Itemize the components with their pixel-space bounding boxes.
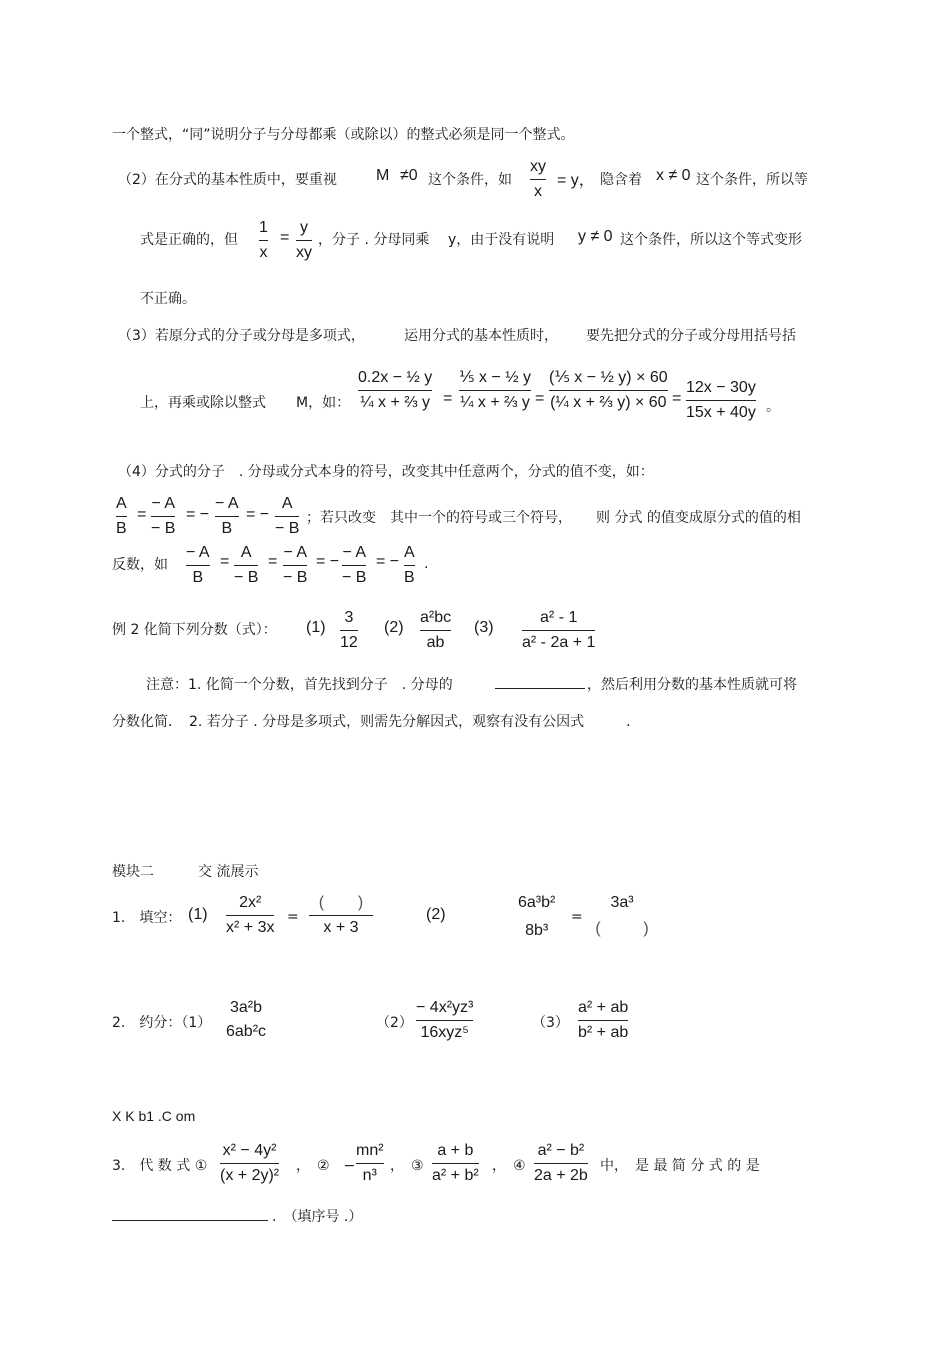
fraction-a-over-b: A B — [116, 495, 127, 537]
p2-text-y: y，由于没有说明 — [448, 232, 555, 248]
denominator: x — [259, 244, 268, 261]
p2-text-b: 这个条件，如 — [428, 172, 512, 188]
p3-text-a: （3）若原分式的分子或分母是多项式， — [118, 328, 365, 344]
fraction-example3-2 — [459, 368, 531, 413]
blank-numerator[interactable]: ( ) — [318, 894, 364, 911]
text-line-intro: 一个整式，“同”说明分子与分母都乘（或除以）的整式必须是同一个整式。 — [112, 127, 575, 143]
p3-var-m: M，如： — [296, 395, 351, 411]
q1-part1-label: (1) — [188, 906, 208, 923]
fraction-a2plusab-over-b2plusab: a² + ab b² + ab — [578, 999, 629, 1041]
denominator: xy — [296, 244, 312, 261]
denominator: (¼ x + ⅔ y) × 60 — [550, 394, 667, 411]
fraction-blank-over-xplus3[interactable]: ( ) x + 3 — [309, 893, 373, 938]
period: . — [424, 556, 429, 572]
fraction-option-3: a + b a² + b² — [432, 1142, 479, 1184]
numerator: y — [300, 219, 308, 236]
p2-y-neq0: y ≠ 0 — [578, 228, 613, 245]
q3-label: 3. 代 数 式 ① — [112, 1158, 208, 1174]
p4-text-c: 则 分式 的值变成原分式的值的相 — [596, 510, 801, 526]
blank-denominator[interactable]: ( ) — [595, 920, 649, 937]
note-blank[interactable] — [495, 688, 585, 689]
denominator: ¼ x + ⅔ y — [460, 394, 530, 411]
p2-eq-y: = y， — [557, 172, 595, 189]
fraction-xy-over-x — [530, 157, 546, 202]
equals-sign: = — [535, 390, 545, 407]
p3-text-d: 上，再乘或除以整式 — [140, 395, 266, 411]
module2-title: 模块二 — [112, 864, 154, 880]
fraction-a2minus1-over-quadratic: a² - 1 a² - 2a + 1 — [522, 609, 596, 651]
fraction-A-over-B: A B — [404, 544, 415, 586]
note-text-a: 注意：1. 化简一个分数，首先找到分子 . 分母的 — [146, 677, 453, 693]
fraction-option-4: a² − b² 2a + 2b — [534, 1142, 588, 1184]
fraction-A-over-negB: A − B — [234, 544, 259, 586]
fraction-6a3b2-over-8b3: 6a³b² 8b³ — [518, 894, 556, 939]
part-1-label: (1) — [306, 619, 326, 636]
fraction-y-over-xy — [296, 218, 312, 263]
equals-sign: = — [137, 506, 147, 523]
part-2-label: (2) — [384, 619, 404, 636]
equals-minus: = − — [186, 506, 210, 523]
equals-sign: = — [268, 553, 278, 570]
numerator: 12x − 30y — [686, 379, 756, 396]
p2-text-g: 这个条件，所以这个等式变形 — [620, 232, 802, 248]
fraction-A-over-negB: A − B — [275, 495, 300, 537]
p2-var-m: M — [376, 167, 390, 184]
fraction-example3-3 — [549, 368, 668, 413]
numerator: (⅕ x − ½ y) × 60 — [549, 369, 668, 386]
q3-tail: 中， 是 最 简 分 式 的 是 — [600, 1158, 760, 1174]
fraction-negA-over-negB: − A − B — [342, 544, 367, 586]
answer-blank[interactable] — [112, 1220, 268, 1221]
numerator: xy — [530, 158, 546, 175]
p2-neq0: ≠0 — [400, 167, 418, 184]
q1-part2-label: (2) — [426, 906, 446, 923]
numerator: ⅕ x − ½ y — [459, 369, 531, 386]
numerator: 1 — [259, 219, 268, 236]
fraction-example3-1 — [358, 368, 432, 413]
numerator: 0.2x − ½ y — [358, 369, 433, 386]
equals-minus: = − — [376, 553, 400, 570]
denominator: x — [534, 183, 542, 200]
fraction-1-over-x — [259, 218, 268, 263]
p2-text-f: ，分子 . 分母同乘 — [318, 232, 430, 248]
denominator: ¼ x + ⅔ y — [360, 394, 431, 411]
p2-text-h: 不正确。 — [140, 291, 196, 307]
equals-sign: = — [443, 390, 453, 407]
fraction-option-2: mn² n³ — [356, 1142, 384, 1184]
fraction-negA-over-B: − A B — [186, 544, 210, 586]
p2-text-a: （2）在分式的基本性质中，要重视 — [118, 172, 337, 188]
option-4-prefix: ， ④ — [492, 1158, 526, 1174]
fraction-option-1: x² − 4y² (x + 2y)² — [220, 1142, 280, 1184]
equals-minus: = − — [316, 553, 340, 570]
p3-text-b: 运用分式的基本性质时， — [404, 328, 558, 344]
p4-text-a: （4）分式的分子 . 分母或分式本身的符号，改变其中任意两个，分式的值不变，如： — [118, 464, 654, 480]
watermark-text: X K b1 .C om — [112, 1108, 196, 1124]
p4-text-b: ；若只改变 其中一个的符号或三个符号， — [306, 510, 572, 526]
example2-label: 例 2 化简下列分数（式）： — [112, 622, 277, 638]
p2-x-neq0: x ≠ 0 — [656, 167, 691, 184]
equals-sign: = — [220, 553, 230, 570]
equals-sign: = — [280, 229, 290, 246]
module2-subtitle: 交 流展示 — [198, 864, 259, 880]
q2-part2-label: （2） — [376, 1015, 413, 1031]
part-3-label: (3) — [474, 619, 494, 636]
fraction-3-over-12: 3 12 — [340, 609, 358, 651]
fraction-example3-4 — [686, 378, 756, 423]
q2-part3-label: （3） — [532, 1015, 569, 1031]
q3-end: . （填序号 .） — [272, 1209, 363, 1225]
equals-sign: = — [571, 909, 583, 925]
q2-label: 2. 约分：（1） — [112, 1015, 212, 1031]
fraction-negA-over-negB: − A − B — [151, 495, 176, 537]
note-text-c: 分数化简． 2. 若分子 . 分母是多项式，则需先分解因式，观察有没有公因式 . — [112, 714, 631, 730]
option-3-prefix: ， ③ — [390, 1158, 424, 1174]
equals-sign: = — [672, 390, 682, 407]
fraction-3a3-over-blank[interactable]: 3a³ ( ) — [595, 894, 649, 937]
p2-text-c: 隐含着 — [600, 172, 642, 188]
option-2-prefix: ， ② − — [296, 1158, 356, 1174]
fraction-2x2-over-x2plus3x: 2x² x² + 3x — [226, 894, 275, 936]
fraction-neg4x2yz3-over-16xyz5: − 4x²yz³ 16xyz⁵ — [416, 999, 474, 1041]
fraction-a2bc-over-ab: a²bc ab — [420, 609, 452, 651]
p3-text-c: 要先把分式的分子或分母用括号括 — [586, 328, 796, 344]
period: 。 — [766, 399, 780, 415]
p4-text-d: 反数，如 — [112, 557, 168, 573]
note-text-b: ，然后利用分数的基本性质就可将 — [587, 677, 797, 693]
fraction-negA-over-negB: − A − B — [283, 544, 308, 586]
fraction-negA-over-B: − A B — [215, 495, 239, 537]
fraction-3a2b-over-6ab2c: 3a²b 6ab²c — [226, 999, 267, 1040]
p2-text-d: 这个条件，所以等 — [696, 172, 808, 188]
equals-minus: = − — [246, 506, 270, 523]
p2-text-e: 式是正确的，但 — [140, 232, 238, 248]
q1-label: 1. 填空： — [112, 910, 182, 926]
denominator: 15x + 40y — [686, 404, 756, 421]
equals-sign: = — [287, 909, 299, 925]
